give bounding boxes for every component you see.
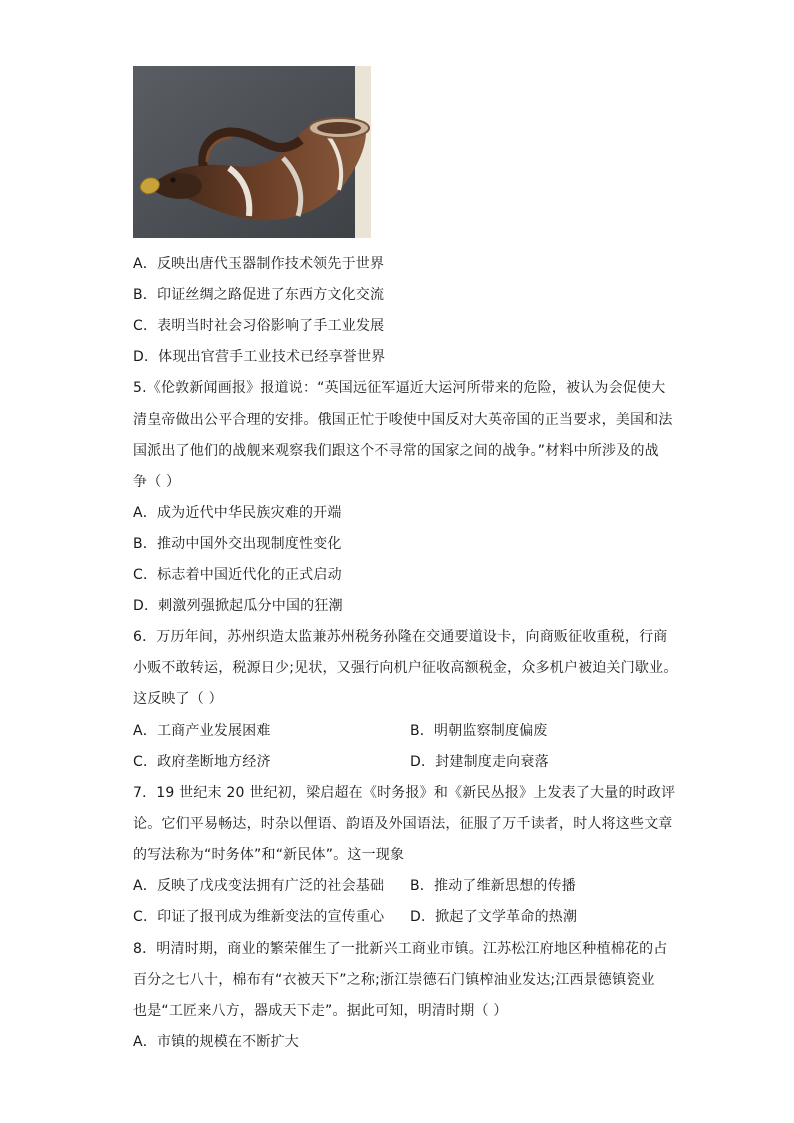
q8-text-line: 也是“工匠来八方，器成天下走”。据此可知，明清时期（ ） (133, 1003, 508, 1019)
q8-text-line: 8．明清时期，商业的繁荣催生了一批新兴工商业市镇。江苏松江府地区种植棉花的占 (133, 941, 668, 957)
q6-option-d: D．封建制度走向衰落 (410, 754, 549, 770)
q6-option-a: A．工商产业发展困难 (133, 723, 271, 739)
q4-option-b: B．印证丝绸之路促进了东西方文化交流 (133, 287, 385, 303)
q7-option-b: B．推动了维新思想的传播 (410, 878, 577, 894)
agate-rhyton-photo (133, 66, 371, 238)
q8-option-a: A．市镇的规模在不断扩大 (133, 1034, 299, 1050)
q7-text-line: 7．19 世纪末 20 世纪初，梁启超在《时务报》和《新民丛报》上发表了大量的时政评 (133, 785, 676, 801)
q5-option-b: B．推动中国外交出现制度性变化 (133, 536, 342, 552)
q7-text-line: 论。它们平易畅达，时杂以俚语、韵语及外国语法，征服了万千读者，时人将这些文章 (133, 816, 673, 832)
q6-text-line: 6．万历年间，苏州织造太监兼苏州税务孙隆在交通要道设卡，向商贩征收重税，行商 (133, 629, 668, 645)
q5-option-c: C．标志着中国近代化的正式启动 (133, 567, 342, 583)
q5-option-d: D．刺激列强掀起瓜分中国的狂潮 (133, 598, 343, 614)
q5-option-a: A．成为近代中华民族灾难的开端 (133, 505, 342, 521)
q5-text-line: 清皇帝做出公平合理的安排。俄国正忙于唆使中国反对大英帝国的正当要求，美国和法 (133, 412, 673, 428)
q6-option-b: B．明朝监察制度偏废 (410, 723, 548, 739)
q7-option-c: C．印证了报刊成为维新变法的宣传重心 (133, 909, 385, 925)
q4-option-c: C．表明当时社会习俗影响了手工业发展 (133, 318, 385, 334)
q6-text-line: 小贩不敢转运，税源日少;见状，又强行向机户征收高额税金，众多机户被迫关门歇业。 (133, 660, 678, 676)
q5-text-line: 争（ ） (133, 474, 181, 490)
q4-option-a: A．反映出唐代玉器制作技术领先于世界 (133, 256, 385, 272)
q5-text-line: 国派出了他们的战舰来观察我们跟这个不寻常的国家之间的战争。”材料中所涉及的战 (133, 443, 659, 459)
q7-option-d: D．掀起了文学革命的热潮 (410, 909, 578, 925)
q7-option-a: A．反映了戊戌变法拥有广泛的社会基础 (133, 878, 385, 894)
q6-text-line: 这反映了（ ） (133, 691, 223, 707)
q4-option-d: D．体现出官营手工业技术已经享誉世界 (133, 349, 386, 365)
q8-text-line: 百分之七八十，棉布有“衣被天下”之称;浙江崇德石门镇榨油业发达;江西景德镇瓷业 (133, 972, 655, 988)
q6-option-c: C．政府垄断地方经济 (133, 754, 271, 770)
agate-rhyton-icon (133, 66, 371, 238)
q7-text-line: 的写法称为“时务体”和“新民体”。这一现象 (133, 847, 405, 863)
q5-text-line: 5.《伦敦新闻画报》报道说：“英国远征军逼近大运河所带来的危险，被认为会促使大 (133, 380, 666, 396)
